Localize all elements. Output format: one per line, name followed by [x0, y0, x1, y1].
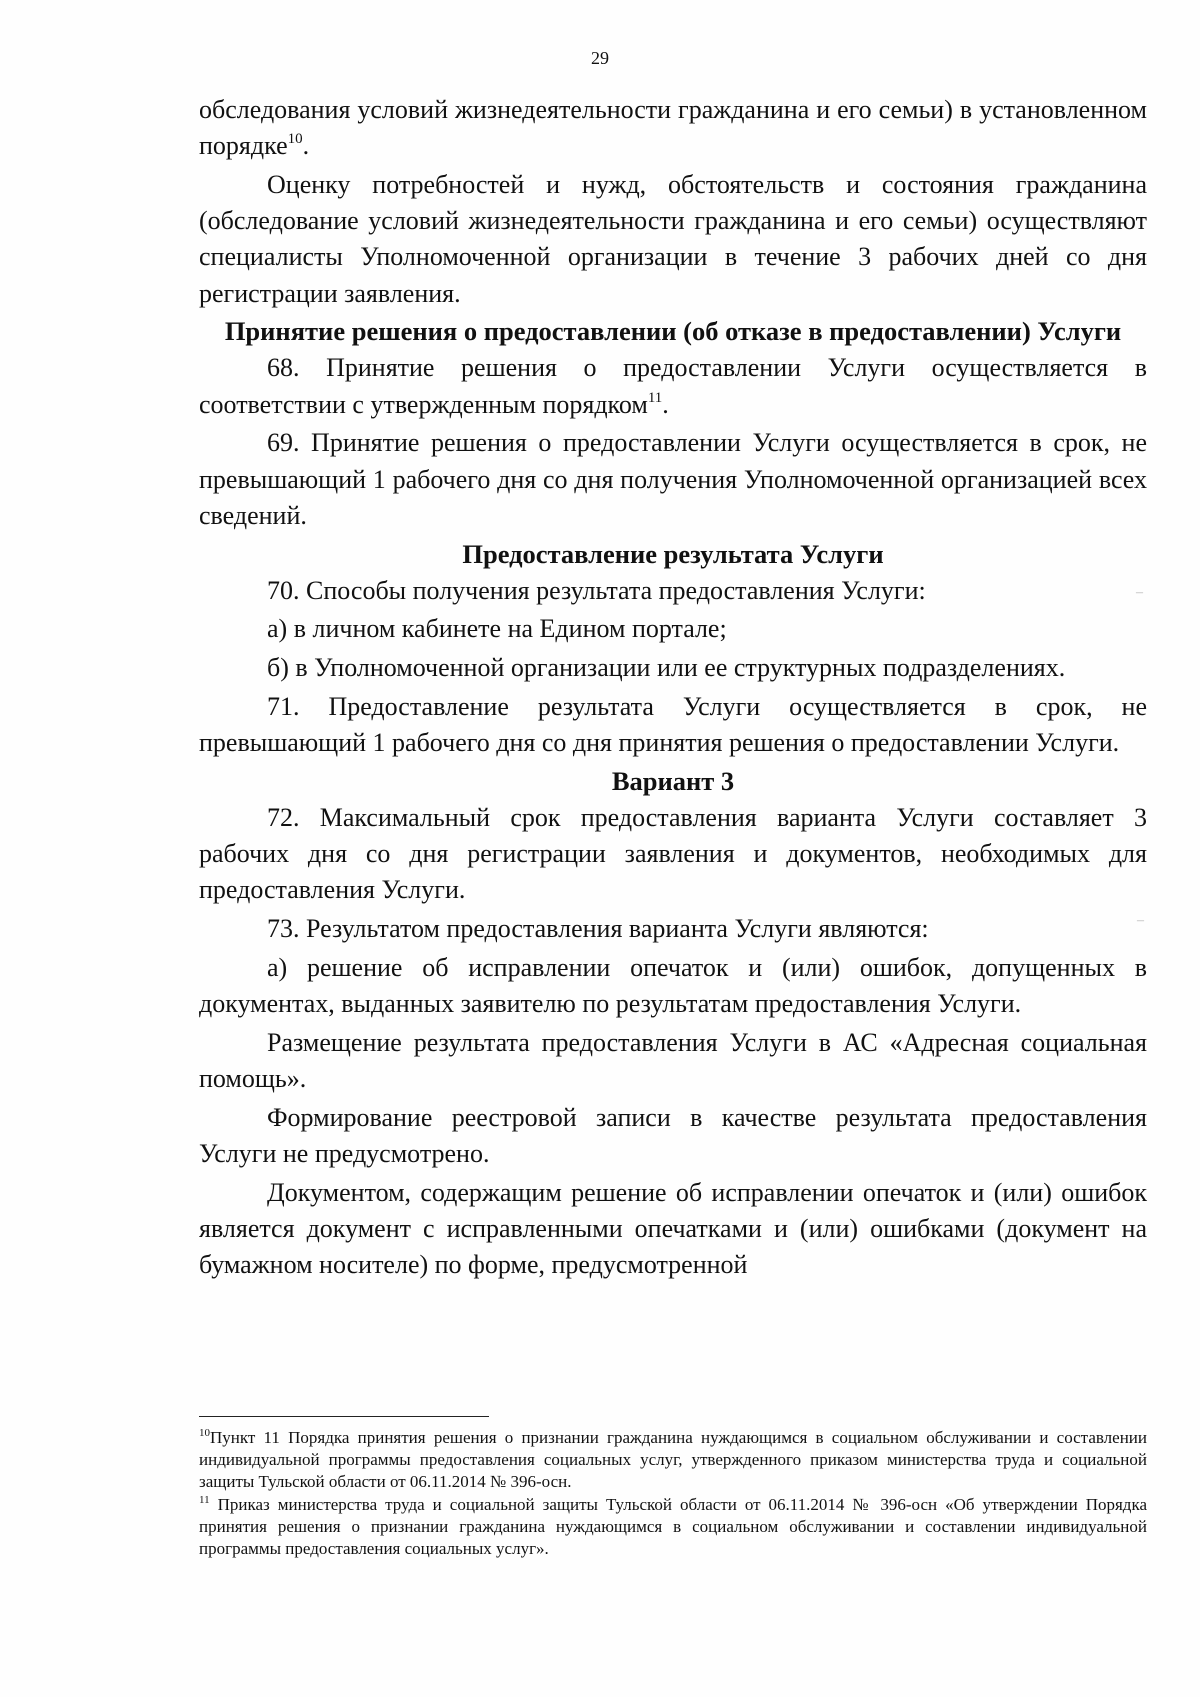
scan-speck: – [1136, 585, 1143, 600]
paragraph-73: 73. Результатом предоставления варианта Услуги являются: [267, 914, 929, 944]
footnote-11: $^{11}$ Приказ министерства труда и социальной защиты Тульской области от 06.11.2014 № 396-осн «Об утверждении Порядка принятия решения о признании гражданина нуждающимся в социальном обслуживании и составлении индивидуальной программы предоставления социальных услуг». [199, 1493, 1147, 1559]
list-item-a: а) в личном кабинете на Едином портале; [267, 614, 727, 644]
paragraph-continuation: обследования условий жизнедеятельности гражданина и его семьи) в установленном порядке$^{10}$. [199, 95, 1147, 161]
list-item-73a: а) решение об исправлении опечаток и (или) ошибок, допущенных в документах, выданных заявителю по результатам предоставления Услуги. [199, 953, 1147, 1019]
paragraph-72: 72. Максимальный срок предоставления варианта Услуги составляет 3 рабочих дня со дня регистрации заявления и документов, необходимых для предоставления Услуги. [199, 803, 1147, 905]
section-heading-variant-3: Вариант 3 [611, 766, 735, 796]
list-item-b: б) в Уполномоченной организации или ее структурных подразделениях. [267, 653, 1066, 683]
section-heading-result: Предоставление результата Услуги [462, 538, 884, 569]
footnote-ref-10[interactable]: 10 [287, 131, 303, 148]
paragraph-69: 69. Принятие решения о предоставлении Услуги осуществляется в срок, не превышающий 1 рабочего дня со дня получения Уполномоченной организацией всех сведений. [199, 428, 1147, 530]
footnotes [199, 1416, 1147, 1560]
page-number: 29 [591, 48, 609, 68]
paragraph-70: 70. Способы получения результата предоставления Услуги: [267, 575, 926, 605]
paragraph-document: Документом, содержащим решение об исправлении опечаток и (или) ошибок является документ с исправленными опечатками и (или) ошибками (документ на бумажном носителе) по форме, предусмотренной [199, 1178, 1147, 1280]
paragraph-assessment: Оценку потребностей и нужд, обстоятельств и состояния гражданина (обследование условий жизнедеятельности гражданина и его семьи) осуществляют специалисты Уполномоченной организации в течение 3 рабочих дней со дня регистрации заявления. [199, 170, 1147, 308]
document-body [199, 92, 1147, 1286]
section-heading-decision: Принятие решения о предоставлении (об отказе в предоставлении) Услуги [224, 316, 1122, 347]
paragraph-68: 68. Принятие решения о предоставлении Услуги осуществляется в соответствии с утвержденным порядком$^{11}$. [199, 353, 1147, 419]
footnote-ref-11[interactable]: 11 [647, 389, 663, 406]
footnote-10: $^{10}$Пункт 11 Порядка принятия решения о признании гражданина нуждающимся в социальном обслуживании и составлении индивидуальной программы предоставления социальных услуг, утвержденного приказом министерства труда и социальной защиты Тульской области от 06.11.2014 № 396-осн. [199, 1427, 1147, 1492]
paragraph-registry: Формирование реестровой записи в качестве результата предоставления Услуги не предусмотрено. [199, 1103, 1147, 1169]
footnote-separator [199, 1416, 489, 1417]
paragraph-placement: Размещение результата предоставления Услуги в АС «Адресная социальная помощь». [199, 1028, 1147, 1094]
paragraph-71: 71. Предоставление результата Услуги осуществляется в срок, не превышающий 1 рабочего дня со дня принятия решения о предоставлении Услуги. [199, 692, 1147, 758]
scan-speck: – [1137, 913, 1144, 928]
